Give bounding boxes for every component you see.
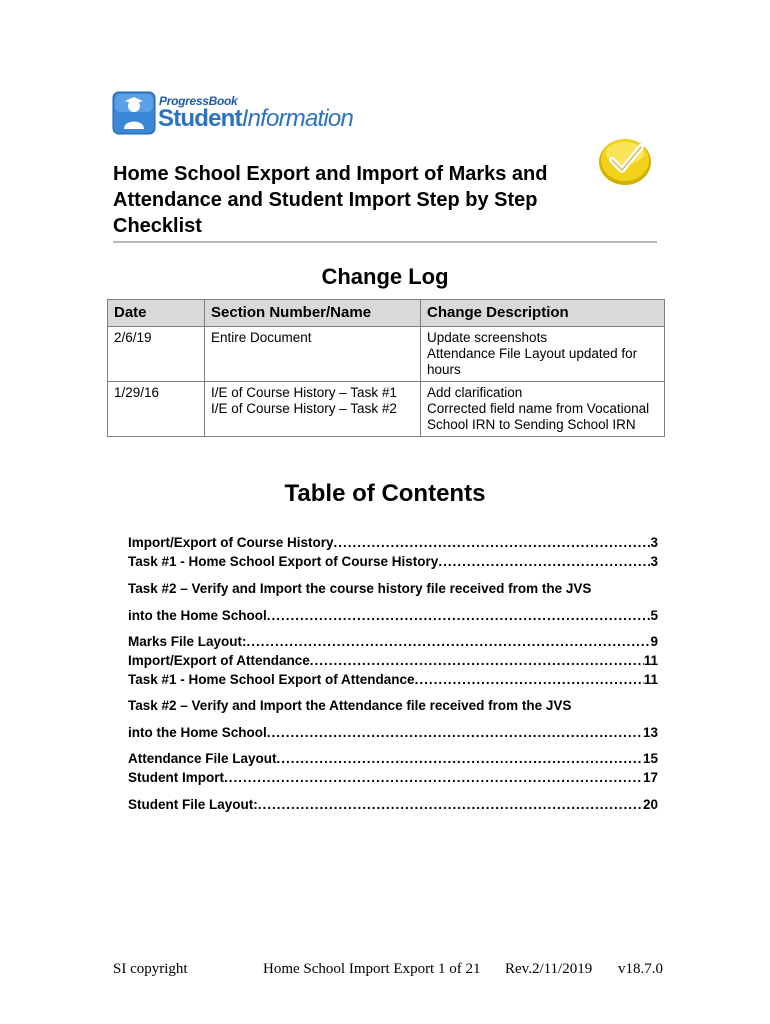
footer-page-info: Home School Import Export 1 of 21 <box>263 961 481 977</box>
toc-entry-label: Student Import <box>128 770 224 785</box>
toc-page-number: 5 <box>650 608 658 623</box>
table-header-row <box>108 300 665 327</box>
table-row <box>108 382 665 437</box>
cell-line: I/E of Course History – Task #2 <box>211 401 397 416</box>
toc-link-task2-attendance[interactable]: Task #2 – Verify and Import the Attendance file received from the JVS <box>128 698 572 713</box>
cell-date: 2/6/19 <box>108 327 205 382</box>
toc-page-number: 11 <box>643 653 658 668</box>
toc-link-import-export-course-history[interactable] <box>128 535 658 550</box>
cell-line: Update screenshots <box>427 330 548 345</box>
toc-link-task1-attendance[interactable] <box>128 672 658 687</box>
cell-line: hours <box>427 362 461 377</box>
toc-leader <box>334 535 651 550</box>
toc-page-number: 13 <box>642 725 658 740</box>
column-header-section: Section Number/Name <box>205 300 421 327</box>
toc-entry-label: Attendance File Layout <box>128 751 277 766</box>
cell-description <box>421 327 665 382</box>
cell-line: School IRN to Sending School IRN <box>427 417 636 432</box>
toc-page-number: 9 <box>650 634 658 649</box>
cell-section <box>205 327 421 382</box>
logo-brand-big: StudentInformation <box>158 105 353 132</box>
toc-link-task2-course-history-cont[interactable] <box>128 608 658 623</box>
cell-line: Add clarification <box>427 385 523 400</box>
cell-section <box>205 382 421 437</box>
toc-link-marks-file-layout[interactable] <box>128 634 658 649</box>
toc-link-task1-course-history[interactable] <box>128 554 658 569</box>
toc-entry-label: Student File Layout: <box>128 797 258 812</box>
cell-line: Attendance File Layout updated for <box>427 346 638 361</box>
cell-description <box>421 382 665 437</box>
toc-leader <box>310 653 644 668</box>
toc-page-number: 3 <box>650 554 658 569</box>
toc-link-student-file-layout[interactable] <box>128 797 658 812</box>
progressbook-logo-icon <box>112 91 156 135</box>
toc-page-number: 17 <box>642 770 658 785</box>
column-header-date: Date <box>108 300 205 327</box>
toc-entry-label: Import/Export of Attendance <box>128 653 310 668</box>
toc-entry-label: into the Home School <box>128 725 267 740</box>
toc-link-student-import[interactable] <box>128 770 658 785</box>
toc-leader <box>438 554 650 569</box>
column-header-description: Change Description <box>421 300 665 327</box>
cell-date: 1/29/16 <box>108 382 205 437</box>
logo-brand-small: ProgressBook <box>159 94 238 108</box>
toc-entry-label: Marks File Layout: <box>128 634 247 649</box>
change-log-table <box>107 299 665 437</box>
toc-link-attendance-file-layout[interactable] <box>128 751 658 766</box>
toc-leader <box>267 725 643 740</box>
toc-leader <box>267 608 651 623</box>
toc-leader <box>247 634 651 649</box>
footer-version: v18.7.0 <box>618 961 663 977</box>
cell-line: I/E of Course History – Task #1 <box>211 385 397 400</box>
toc-page-number: 20 <box>642 797 658 812</box>
title-divider <box>113 241 657 243</box>
toc-entry-label: into the Home School <box>128 608 267 623</box>
toc-entry-label: Task #1 - Home School Export of Attendance <box>128 672 415 687</box>
cell-line: Entire Document <box>211 330 312 345</box>
toc-page-number: 3 <box>650 535 658 550</box>
footer-revision: Rev.2/11/2019 <box>505 961 593 977</box>
change-log-heading: Change Log <box>321 264 449 289</box>
progressbook-logo <box>112 91 353 139</box>
toc-page-number: 15 <box>642 751 658 766</box>
toc-entry-label: Import/Export of Course History <box>128 535 334 550</box>
toc-heading: Table of Contents <box>284 480 486 507</box>
toc-link-import-export-attendance[interactable] <box>128 653 658 668</box>
footer-copyright: SI copyright <box>113 961 188 977</box>
document-title: Home School Export and Import of Marks and Attendance and Student Import Step by Step Checklist <box>113 163 548 237</box>
toc-page-number: 11 <box>643 672 658 687</box>
toc-link-task2-attendance-cont[interactable] <box>128 725 658 740</box>
cell-line: Corrected field name from Vocational <box>427 401 650 416</box>
toc-entry-label: Task #1 - Home School Export of Course History <box>128 554 439 569</box>
page-footer <box>113 961 668 981</box>
toc-leader <box>224 770 643 785</box>
toc-leader <box>415 672 644 687</box>
toc-leader <box>258 797 643 812</box>
toc-leader <box>277 751 643 766</box>
table-row <box>108 327 665 382</box>
toc-link-task2-course-history[interactable]: Task #2 – Verify and Import the course history file received from the JVS <box>128 581 592 596</box>
checkmark-badge-icon <box>597 135 653 187</box>
